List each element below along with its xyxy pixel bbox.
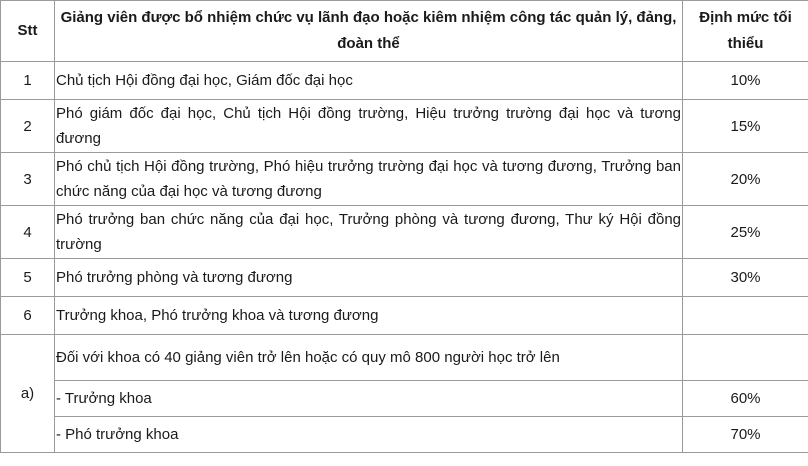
header-minimum: Định mức tối thiểu [683,1,808,62]
row-description: Phó giám đốc đại học, Chủ tịch Hội đồng trường, Hiệu trưởng trường đại học và tương đương [55,100,683,153]
header-position: Giảng viên được bổ nhiệm chức vụ lãnh đạo hoặc kiêm nhiệm công tác quản lý, đảng, đoàn thể [55,1,683,62]
header-stt: Stt [1,1,55,62]
table-row [1,297,808,335]
table-row [1,206,808,259]
row-description: Phó trưởng phòng và tương đương [55,259,683,297]
table-row [1,381,808,417]
table-row [1,259,808,297]
table-row [1,62,808,100]
row-minimum: 25% [683,206,808,259]
table-row [1,417,808,453]
row-stt: 6 [1,297,55,335]
row-stt: 5 [1,259,55,297]
group-a-item-minimum: 60% [683,381,808,417]
header-row [1,1,808,62]
row-description: Chủ tịch Hội đồng đại học, Giám đốc đại học [55,62,683,100]
row-description: Phó trưởng ban chức năng của đại học, Trưởng phòng và tương đương, Thư ký Hội đồng trường [55,206,683,259]
row-stt: 1 [1,62,55,100]
group-a-item-description: - Phó trưởng khoa [55,417,683,453]
row-stt: 2 [1,100,55,153]
group-a-stt: a) [1,335,55,453]
table-row [1,153,808,206]
group-a-intro-row [1,335,808,381]
row-minimum: 20% [683,153,808,206]
row-stt: 3 [1,153,55,206]
row-minimum [683,297,808,335]
group-a-item-description: - Trưởng khoa [55,381,683,417]
row-minimum: 30% [683,259,808,297]
row-minimum: 15% [683,100,808,153]
group-a-intro-minimum [683,335,808,381]
row-description: Phó chủ tịch Hội đồng trường, Phó hiệu trưởng trường đại học và tương đương, Trưởng ban chức năng của đại học và tương đương [55,153,683,206]
table-row [1,100,808,153]
row-minimum: 10% [683,62,808,100]
group-a-intro: Đối với khoa có 40 giảng viên trở lên hoặc có quy mô 800 người học trở lên [55,335,683,381]
row-description: Trưởng khoa, Phó trưởng khoa và tương đương [55,297,683,335]
group-a-item-minimum: 70% [683,417,808,453]
row-stt: 4 [1,206,55,259]
